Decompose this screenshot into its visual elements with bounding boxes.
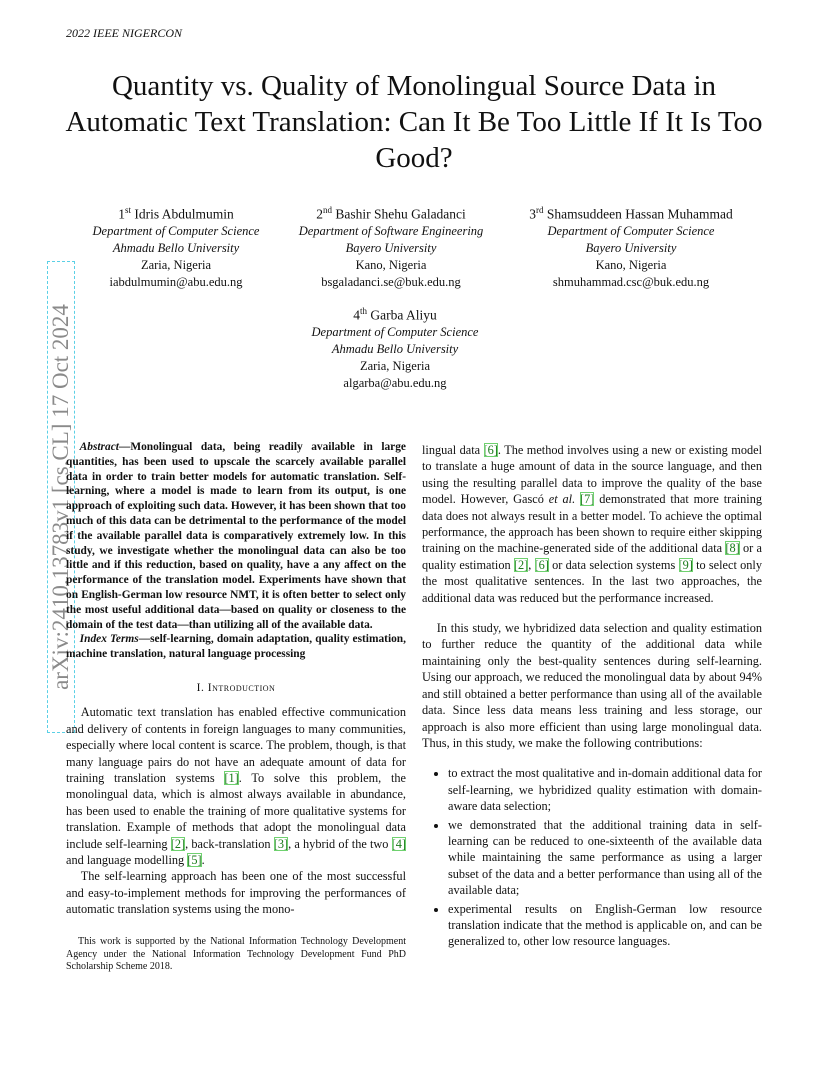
right-paragraph-2: In this study, we hybridized data selection and quality estimation to further reduce the quantity of the additional data while maintaining only the best-quality sentences during self-learning. Using our approach, we reduced the monolingual data by about 94% and still obtained a better performance than using all of the available data. Since less data means less training and less storage, our approach is also more efficient than using large monolingual data. Thus, in this study, we make the following contributions:: [422, 621, 762, 750]
citation-link[interactable]: [5]: [187, 853, 202, 868]
author-dept: Department of Computer Science: [311, 324, 479, 339]
author-inst: Bayero University: [345, 240, 437, 255]
citation-link[interactable]: [2]: [513, 557, 529, 572]
author-location: Kano, Nigeria: [595, 257, 667, 272]
author-block-2: 2nd Bashir Shehu Galadanci Department of Software Engineering Bayero University Kano, Nigeria bsgaladanci.se@buk.edu.ng: [286, 202, 496, 291]
citation-link[interactable]: [4]: [391, 836, 406, 851]
citation-link[interactable]: [7]: [580, 492, 595, 507]
index-terms: Index Terms—self-learning, domain adaptation, quality estimation, machine translation, natural language processing: [66, 633, 406, 661]
citation-link[interactable]: [6]: [534, 557, 549, 572]
author-location: Zaria, Nigeria: [359, 358, 431, 373]
author-location: Zaria, Nigeria: [140, 257, 212, 272]
author-name: Shamsuddeen Hassan Muhammad: [546, 206, 733, 222]
citation-link[interactable]: [1]: [224, 770, 239, 785]
author-inst: Ahmadu Bello University: [112, 240, 240, 255]
author-name: Bashir Shehu Galadanci: [335, 206, 466, 222]
abstract: Abstract—Monolingual data, being readily available in large quantities, has been used to upscale the scarcely available parallel data in order to train better models for automatic translation. Self-learning, where a model is made to learn from its output, is one approach of exploiting such data. However, it has been shown that too much of this data can be detrimental to the performance of the model if the available parallel data is comparatively extremely low. In this study, we investigate whether the monolingual data can also be too little and if this reduction, based on quality, have a any affect on the performance of the translation model. Experiments have shown that on English-German low resource NMT, it is often better to select only the most useful additional data—based on quality or closeness to the domain of the test data—than utilizing all of the available data.: [66, 441, 406, 631]
citation-link[interactable]: [2]: [170, 836, 186, 851]
conference-header: 2022 IEEE NIGERCON: [66, 26, 182, 40]
arxiv-id[interactable]: arXiv:2410.13783v1 [cs.CL] 17 Oct 2024: [48, 262, 74, 732]
author-inst: Ahmadu Bello University: [331, 341, 459, 356]
citation-link[interactable]: [6]: [483, 443, 498, 457]
right-column: [422, 442, 762, 952]
section-heading-introduction: I. Introduction: [196, 681, 276, 694]
author-block-1: 1st Idris Abdulmumin Department of Computer Science Ahmadu Bello University Zaria, Nigeria iabdulmumin@abu.edu.ng: [66, 202, 286, 291]
list-item: • we demonstrated that the additional training data in self-learning can be reduced to one-sixteenth of the available data while maintaining the same performance as using a larger subset of the data and a better performance than using all of the available data;: [448, 817, 762, 899]
intro-paragraph-2: The self-learning approach has been one of the most successful and easy-to-implement methods for improving the performances of automatic translation systems using the mono-: [66, 869, 406, 917]
right-paragraph-1: lingual data [6]. The method involves using a new or existing model to translate a huge amount of data in the source language, and then using the resulting parallel data to improve the quality of the base model. However, Gascó et al. [7] demonstrated that more training data does not always result in a better model. To achieve the optimal performance, the approach has been shown to require either skipping training on the machine-generated side of the additional data [8] or a quality estimation [2], [6] or data selection systems [9] to select only the most qualitative sentences. In the last two approaches, the additional data was reduced but the performance increased.: [422, 443, 762, 605]
contributions-list: [422, 765, 762, 949]
author-dept: Department of Computer Science: [547, 223, 715, 238]
author-inst: Bayero University: [585, 240, 677, 255]
paper-title: Quantity vs. Quality of Monolingual Source Data in Automatic Text Translation: Can It Be Too Little If It Is Too Good?: [65, 70, 763, 174]
author-dept: Department of Software Engineering: [298, 223, 484, 238]
author-email[interactable]: iabdulmumin@abu.edu.ng: [109, 274, 243, 289]
author-block-3: 3rd Shamsuddeen Hassan Muhammad Department of Computer Science Bayero University Kano, Nigeria shmuhammad.csc@buk.edu.ng: [506, 202, 756, 291]
author-dept: Department of Computer Science: [92, 223, 260, 238]
author-name: Garba Aliyu: [370, 307, 437, 323]
left-column: [66, 440, 406, 918]
arxiv-stamp[interactable]: [22, 262, 73, 732]
footnote: This work is supported by the National Information Technology Development Agency under the National Information Technology Development Fund PhD Scholarship Scheme 2018.: [66, 936, 406, 972]
author-location: Kano, Nigeria: [355, 257, 427, 272]
list-item: • experimental results on English-German low resource translation indicate that the method is applicable on, and can be generalized to, other low resource languages.: [448, 901, 762, 950]
citation-link[interactable]: [3]: [273, 836, 289, 851]
author-email[interactable]: shmuhammad.csc@buk.edu.ng: [552, 274, 710, 289]
intro-paragraph-1: Automatic text translation has enabled effective communication and delivery of contents in foreign languages to many communities, especially where local content is scarce. The problem, though, is that many language pairs do not have an adequate amount of data for training translation systems [1]. To solve this problem, the monolingual data, which is almost always available in abundance, has been used to enable the training of more qualitative systems for translation. Example of methods that adopt the monolingual data include self-learning [2], back-translation [3], a hybrid of the two [4] and language modelling [5].: [66, 705, 406, 868]
citation-link[interactable]: [9]: [678, 557, 693, 572]
citation-link[interactable]: [8]: [725, 541, 740, 556]
author-name: Idris Abdulmumin: [134, 206, 234, 222]
author-email[interactable]: algarba@abu.edu.ng: [343, 375, 447, 390]
author-email[interactable]: bsgaladanci.se@buk.edu.ng: [321, 274, 461, 289]
author-block-4: 4th Garba Aliyu Department of Computer Science Ahmadu Bello University Zaria, Nigeria algarba@abu.edu.ng: [290, 303, 500, 392]
list-item: • to extract the most qualitative and in-domain additional data for self-learning, we hybridized quality estimation with domain-aware data selection;: [448, 765, 762, 814]
